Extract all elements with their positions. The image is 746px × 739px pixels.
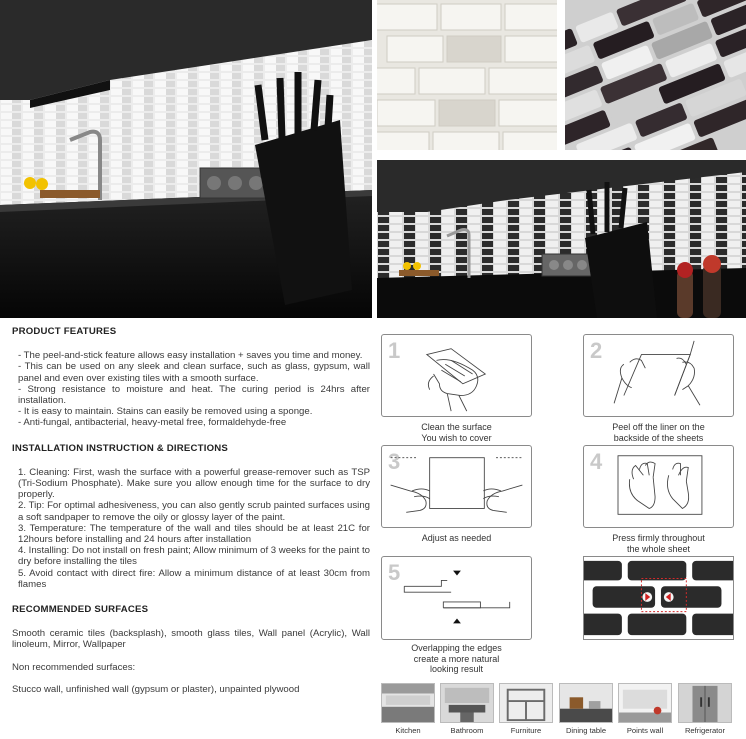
overlap-edges-icon — [382, 557, 531, 639]
app-bathroom — [440, 683, 494, 735]
list-item: - Strong resistance to moisture and heat. The curing period is 24hrs after installation. — [18, 383, 370, 407]
features-title: PRODUCT FEATURES — [12, 326, 117, 337]
adjust-sheet-icon — [382, 446, 531, 527]
step-2-caption — [583, 422, 734, 443]
press-sheet-icon — [584, 446, 733, 527]
kitchen-dark-tiles-photo — [377, 160, 746, 318]
list-item: 2. Tip: For optimal adhesiveness, you can also gently scrub painted surfaces using a soft sandpaper to remove the oily or glossy layer of the paint. — [18, 500, 370, 523]
step-number: 3 — [388, 449, 401, 474]
installation-list — [12, 467, 370, 590]
surfaces-title: RECOMMENDED SURFACES — [12, 604, 149, 616]
app-label: Bathroom — [450, 726, 484, 735]
app-label: Furniture — [510, 726, 542, 735]
app-label: Kitchen — [395, 726, 421, 735]
overlap-tiles-diagram — [583, 556, 734, 640]
caption-line: Press firmly throughout — [612, 533, 705, 543]
step-5-panel — [381, 556, 532, 640]
list-item: 5. Avoid contact with direct fire: Allow a minimum distance of at least 30cm from flames — [18, 567, 370, 590]
app-points-wall — [618, 683, 672, 735]
list-item: - The peel-and-stick feature allows easy installation + saves you time and money. — [18, 350, 363, 362]
app-label: Dining table — [565, 726, 607, 735]
caption-line: Peel off the liner on the — [612, 422, 705, 432]
kitchen-white-tiles-photo — [0, 0, 372, 318]
caption-line: backside of the sheets — [613, 432, 704, 443]
step-2-panel — [583, 334, 734, 417]
refrigerator-icon — [678, 683, 732, 723]
non-recommended-surfaces: Stucco wall, unfinished wall (gypsum or plaster), unpainted plywood — [12, 683, 300, 695]
step-number: 1 — [388, 338, 401, 363]
points-wall-icon — [618, 683, 672, 723]
app-furniture — [499, 683, 553, 735]
hand-wiping-icon — [382, 335, 531, 416]
step-1-caption — [381, 422, 532, 443]
caption-line: create a more natural — [413, 653, 500, 664]
recommended-surfaces: Smooth ceramic tiles (backsplash), smooth glass tiles, Wall panel (Acrylic), Wall linoleum, Mirror, Wallpaper — [12, 628, 370, 651]
features-list — [12, 350, 370, 428]
step-number: 4 — [590, 449, 603, 474]
text-column — [12, 326, 370, 706]
app-kitchen — [381, 683, 435, 735]
app-dining-table — [559, 683, 613, 735]
step-number: 5 — [388, 560, 401, 585]
step-1-panel — [381, 334, 532, 417]
list-item: - It is easy to maintain. Stains can easily be removed using a sponge. — [18, 406, 313, 418]
caption-line: You wish to cover — [421, 432, 492, 443]
caption-line: looking result — [429, 664, 484, 674]
step-3-caption — [381, 533, 532, 544]
app-label: Points wall — [626, 726, 664, 735]
list-item: - This can be used on any sleek and clean surface, such as glass, gypsum, wall panel and even over existing tiles with a smooth surface. — [18, 361, 370, 384]
app-refrigerator — [678, 683, 732, 735]
list-item: 4. Installing: Do not install on fresh paint; Allow minimum of 3 weeks for the paint to dry before installing the tiles — [18, 545, 370, 568]
list-item: 3. Temperature: The temperature of the wall and tiles should be at least 21C for 12hours before installing and 24 hours after installation — [18, 522, 370, 546]
caption-line: Clean the surface — [421, 422, 492, 432]
caption-line: Adjust as needed — [421, 533, 492, 543]
non-recommended-title: Non recommended surfaces: — [12, 661, 136, 673]
bathroom-icon — [440, 683, 494, 723]
installation-title: INSTALLATION INSTRUCTION & DIRECTIONS — [12, 442, 228, 454]
step-4-caption — [583, 533, 734, 554]
caption-line: the whole sheet — [626, 543, 691, 554]
step-3-panel — [381, 445, 532, 528]
peel-liner-icon — [584, 335, 733, 416]
step-4-panel — [583, 445, 734, 528]
kitchen-icon — [381, 683, 435, 723]
app-label: Refrigerator — [684, 726, 726, 735]
list-item: - Anti-fungal, antibacterial, heavy-metal free, formaldehyde-free — [18, 417, 287, 429]
caption-line: Overlapping the edges — [411, 643, 502, 653]
step-number: 2 — [590, 338, 603, 363]
white-tiles-closeup-photo — [377, 0, 557, 150]
dark-tiles-closeup-photo — [565, 0, 746, 150]
dining-table-icon — [559, 683, 613, 723]
furniture-icon — [499, 683, 553, 723]
list-item: 1. Cleaning: First, wash the surface with a powerful grease-remover such as TSP (Tri-Sodium Phosphate). Make sure you allow enough time for the surface to dry properly. — [18, 466, 370, 501]
step-5-caption — [381, 643, 532, 675]
